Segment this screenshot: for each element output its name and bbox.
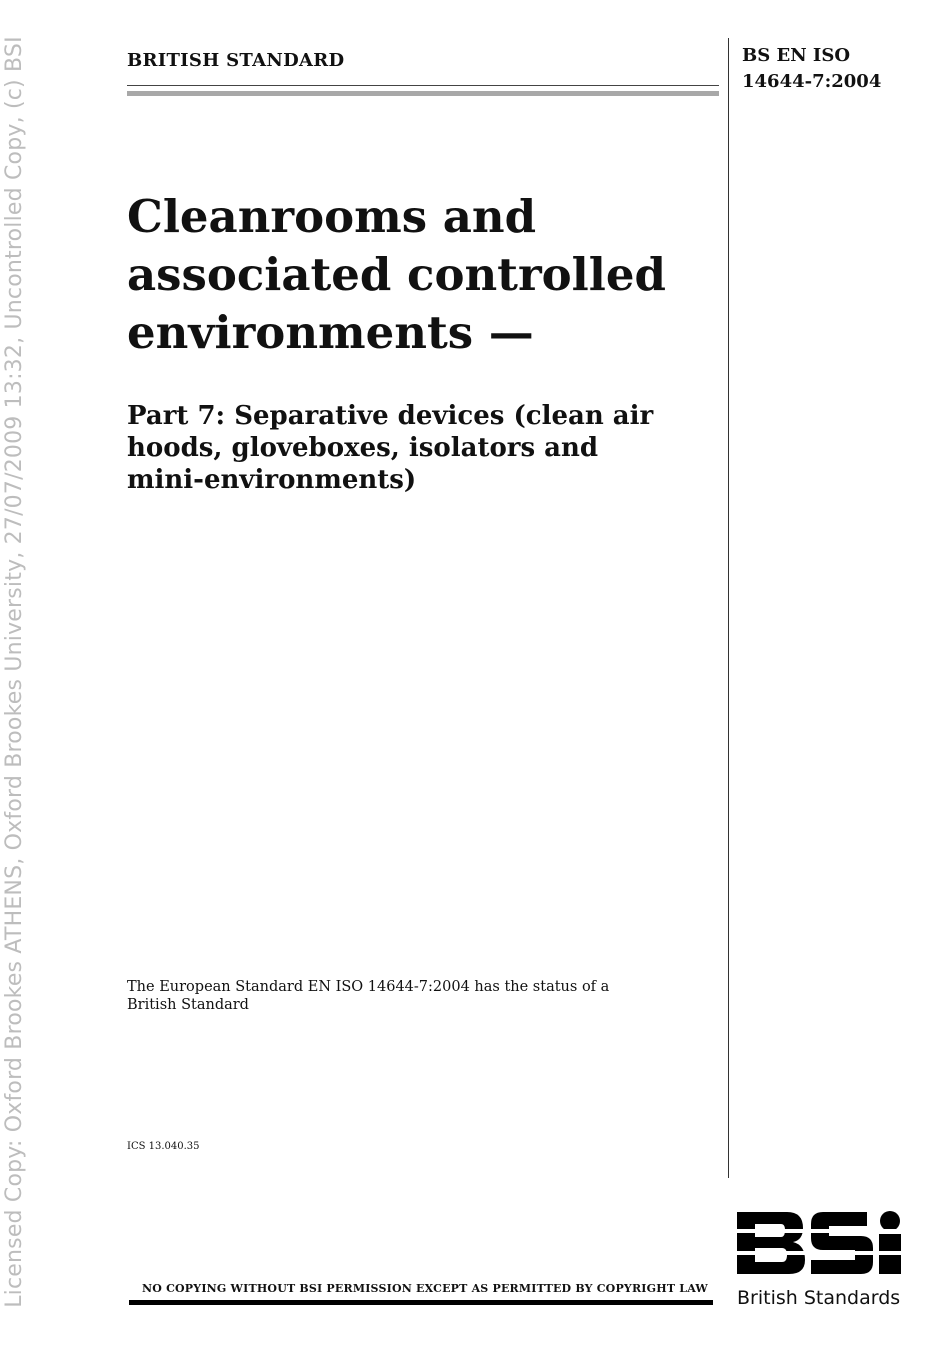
subtitle-line: hoods, gloveboxes, isolators and bbox=[127, 433, 599, 463]
title-line: Cleanrooms and bbox=[127, 190, 537, 243]
standard-number-line2: 14644-7:2004 bbox=[742, 71, 882, 92]
license-watermark: Licensed Copy: Oxford Brookes ATHENS, Oxford Brookes University, 27/07/2009 13:32, Uncontrolled Copy, (c) BSI bbox=[2, 36, 27, 1308]
subtitle-line: mini-environments) bbox=[127, 465, 417, 495]
status-line: British Standard bbox=[127, 997, 249, 1013]
header-rule-thin bbox=[127, 85, 719, 86]
vertical-divider bbox=[728, 38, 729, 1178]
logo-caption: British Standards bbox=[737, 1287, 901, 1309]
standard-number bbox=[742, 43, 922, 95]
ics-code: ICS 13.040.35 bbox=[127, 1141, 200, 1152]
document-subtitle bbox=[127, 400, 727, 496]
footer-rule bbox=[129, 1300, 713, 1305]
standard-number-line1: BS EN ISO bbox=[742, 45, 851, 66]
copyright-notice: NO COPYING WITHOUT BSI PERMISSION EXCEPT AS PERMITTED BY COPYRIGHT LAW bbox=[142, 1282, 708, 1295]
status-statement bbox=[127, 978, 647, 1014]
document-title bbox=[127, 188, 717, 362]
title-line: environments — bbox=[127, 306, 534, 359]
header-rule-thick bbox=[127, 91, 719, 96]
subtitle-line: Part 7: Separative devices (clean air bbox=[127, 401, 654, 431]
document-type-label: BRITISH STANDARD bbox=[127, 50, 345, 71]
title-line: associated controlled bbox=[127, 248, 666, 301]
status-line: The European Standard EN ISO 14644-7:2004 has the status of a bbox=[127, 979, 610, 995]
